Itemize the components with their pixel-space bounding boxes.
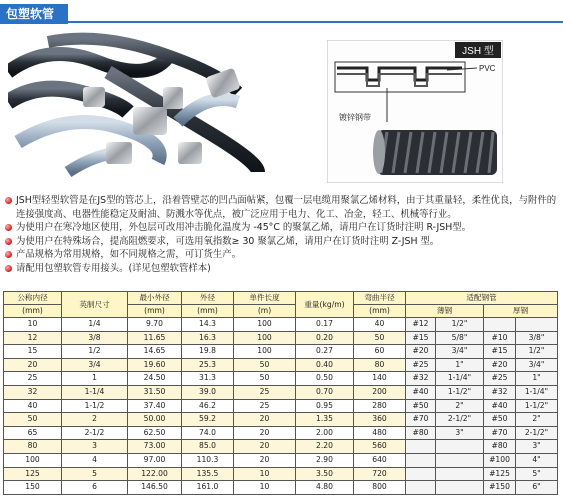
cell-unit-length: 50 (234, 358, 296, 372)
bullet-icon (5, 197, 12, 204)
cell-thick-size: 1" (516, 372, 558, 386)
cell-thick-no: #32 (484, 385, 516, 399)
cell-thin-size: 2" (436, 399, 484, 413)
cell-imperial: 2 (62, 413, 128, 427)
cell-min-od: 31.50 (128, 385, 182, 399)
cell-unit-length: 20 (234, 440, 296, 454)
cell-od: 85.0 (182, 440, 234, 454)
spec-table-wrap (3, 291, 557, 496)
bullet-icon (5, 265, 12, 272)
cell-thick-size: 1/2" (516, 345, 558, 359)
note-item: 为使用户在寒冷地区使用，外包层可改用冲击脆化温度为 -45°C 的聚氯乙烯，请用户在订货时注明 R-JSH型。 (4, 221, 560, 235)
cell-thin-no: #32 (406, 372, 436, 386)
cell-min-od: 50.00 (128, 413, 182, 427)
cell-thin-no: #25 (406, 358, 436, 372)
cell-unit-length: 100 (234, 318, 296, 332)
cell-thick-no: #50 (484, 413, 516, 427)
cell-nominal: 25 (4, 372, 62, 386)
header-min-od-unit: (mm) (128, 305, 182, 318)
cell-nominal: 125 (4, 467, 62, 481)
cell-thick-no: #125 (484, 467, 516, 481)
cell-weight: 1.35 (296, 413, 354, 427)
header-nominal-unit: (mm) (4, 305, 62, 318)
header-bend-unit: (mm) (354, 305, 406, 318)
cell-unit-length: 10 (234, 467, 296, 481)
cell-thin-no: #12 (406, 318, 436, 332)
title-underline (68, 21, 563, 23)
cell-unit-length: 50 (234, 372, 296, 386)
cell-imperial: 1/4 (62, 318, 128, 332)
cell-thin-size: 1-1/2" (436, 385, 484, 399)
cell-thick-no: #10 (484, 331, 516, 345)
cell-imperial: 1-1/4 (62, 385, 128, 399)
cell-thick-size: 3/8" (516, 331, 558, 345)
cell-unit-length: 20 (234, 413, 296, 427)
cell-nominal: 65 (4, 426, 62, 440)
cell-unit-length: 20 (234, 453, 296, 467)
table-row (4, 453, 558, 467)
cell-bend: 480 (354, 426, 406, 440)
cell-thick-size: 1-1/4" (516, 385, 558, 399)
header-thick-steel: 厚钢 (484, 305, 558, 318)
note-item: 为使用户在特殊场合，提高阻燃要求，可选用氧指数≥ 30 聚氯乙烯，请用户在订货时注明 Z-JSH 型。 (4, 235, 560, 249)
cell-imperial: 2-1/2 (62, 426, 128, 440)
cell-thin-size: 2-1/2" (436, 413, 484, 427)
cell-thin-no (406, 453, 436, 467)
cell-bend: 140 (354, 372, 406, 386)
cell-thick-size: 6" (516, 481, 558, 495)
cell-thick-no: #80 (484, 440, 516, 454)
cell-thin-size (436, 440, 484, 454)
cell-nominal: 32 (4, 385, 62, 399)
cell-thick-size: 5" (516, 467, 558, 481)
cell-bend: 560 (354, 440, 406, 454)
cell-thick-no: #25 (484, 372, 516, 386)
cell-thick-size: 1-1/2" (516, 399, 558, 413)
cell-imperial: 3/4 (62, 358, 128, 372)
cell-min-od: 11.65 (128, 331, 182, 345)
header-unit-length-unit: (m) (234, 305, 296, 318)
cell-thick-no (484, 318, 516, 332)
cell-min-od: 122.00 (128, 467, 182, 481)
cell-thin-no: #50 (406, 399, 436, 413)
cell-thin-no: #40 (406, 385, 436, 399)
diagram-svg (327, 40, 503, 183)
cell-nominal: 10 (4, 318, 62, 332)
cell-thin-no: #20 (406, 345, 436, 359)
bullet-icon (5, 238, 12, 245)
title-bar (0, 4, 563, 26)
cell-thick-no: #15 (484, 345, 516, 359)
cell-nominal: 150 (4, 481, 62, 495)
cell-min-od: 146.50 (128, 481, 182, 495)
cell-imperial: 5 (62, 467, 128, 481)
cell-weight: 0.70 (296, 385, 354, 399)
cell-unit-length: 25 (234, 385, 296, 399)
cell-thick-no: #20 (484, 358, 516, 372)
product-photo (8, 32, 268, 182)
cell-weight: 4.80 (296, 481, 354, 495)
cell-unit-length: 25 (234, 399, 296, 413)
note-item: 产品规格为常用规格，如不同规格之需，可订货生产。 (4, 248, 560, 262)
cell-bend: 720 (354, 467, 406, 481)
header-imperial: 英制尺寸 (62, 292, 128, 318)
header-fitting: 适配钢管 (406, 292, 558, 305)
cell-bend: 360 (354, 413, 406, 427)
cell-min-od: 37.40 (128, 399, 182, 413)
cell-imperial: 6 (62, 481, 128, 495)
cell-od: 16.3 (182, 331, 234, 345)
table-row (4, 331, 558, 345)
cell-weight: 0.40 (296, 358, 354, 372)
cell-od: 39.0 (182, 385, 234, 399)
cell-bend: 800 (354, 481, 406, 495)
model-label: JSH 型 (462, 46, 494, 57)
bullet-icon (5, 224, 12, 231)
cell-min-od: 97.00 (128, 453, 182, 467)
table-row (4, 481, 558, 495)
cell-min-od: 19.60 (128, 358, 182, 372)
cell-weight: 2.20 (296, 440, 354, 454)
cell-od: 14.3 (182, 318, 234, 332)
cell-od: 46.2 (182, 399, 234, 413)
cell-thin-no (406, 440, 436, 454)
cell-nominal: 15 (4, 345, 62, 359)
cell-weight: 0.27 (296, 345, 354, 359)
note-item: JSH型轻型软管是在JS型的管芯上，沿着管壁芯的凹凸面帖紧，包覆一层电缆用聚氯乙烯材料，由于其重量轻，柔性优良，与附件的连接强度高、电器性能稳定及耐油、防溅水等优点，被广泛应用于电力、化工、冶金，轻工、机械等行业。 (4, 194, 560, 221)
cell-min-od: 9.70 (128, 318, 182, 332)
cell-thin-size (436, 453, 484, 467)
cell-weight: 2.90 (296, 453, 354, 467)
cell-bend: 60 (354, 345, 406, 359)
cell-thin-no: #80 (406, 426, 436, 440)
cell-thin-no (406, 467, 436, 481)
hose-render (373, 130, 497, 175)
header-min-od: 最小外径 (128, 292, 182, 305)
cell-thin-size (436, 481, 484, 495)
cell-weight: 0.20 (296, 331, 354, 345)
cell-bend: 80 (354, 358, 406, 372)
cell-unit-length: 100 (234, 345, 296, 359)
table-row (4, 372, 558, 386)
cell-nominal: 12 (4, 331, 62, 345)
cell-weight: 3.50 (296, 467, 354, 481)
header-unit-length: 单件长度 (234, 292, 296, 305)
cell-min-od: 14.65 (128, 345, 182, 359)
table-row (4, 318, 558, 332)
cell-weight: 0.50 (296, 372, 354, 386)
cell-bend: 50 (354, 331, 406, 345)
cell-thick-no: #70 (484, 426, 516, 440)
cell-od: 110.3 (182, 453, 234, 467)
cell-thin-size: 3/4" (436, 345, 484, 359)
header-bend: 弯曲半径 (354, 292, 406, 305)
cell-thick-size: 2-1/2" (516, 426, 558, 440)
cell-bend: 200 (354, 385, 406, 399)
cell-nominal: 50 (4, 413, 62, 427)
cell-imperial: 4 (62, 453, 128, 467)
cell-unit-length: 10 (234, 481, 296, 495)
cell-bend: 40 (354, 318, 406, 332)
header-od: 外径 (182, 292, 234, 305)
cell-od: 135.5 (182, 467, 234, 481)
table-row (4, 426, 558, 440)
cell-thick-size (516, 318, 558, 332)
cell-od: 74.0 (182, 426, 234, 440)
cell-min-od: 73.00 (128, 440, 182, 454)
header-od-unit: (mm) (182, 305, 234, 318)
header-thin-steel: 薄钢 (406, 305, 484, 318)
cell-thin-no: #15 (406, 331, 436, 345)
cell-imperial: 1/2 (62, 345, 128, 359)
cell-weight: 0.17 (296, 318, 354, 332)
table-row (4, 440, 558, 454)
table-row (4, 467, 558, 481)
cell-thin-size: 3" (436, 426, 484, 440)
header-nominal: 公称内径 (4, 292, 62, 305)
cell-od: 31.3 (182, 372, 234, 386)
bullet-icon (5, 251, 12, 258)
cell-unit-length: 20 (234, 426, 296, 440)
cell-thin-size: 1" (436, 358, 484, 372)
page-title: 包塑软管 (0, 4, 68, 24)
header-weight: 重量(kg/m) (296, 292, 354, 318)
cell-bend: 640 (354, 453, 406, 467)
cell-od: 25.3 (182, 358, 234, 372)
cell-imperial: 1-1/2 (62, 399, 128, 413)
cell-thin-size: 5/8" (436, 331, 484, 345)
cell-od: 19.8 (182, 345, 234, 359)
table-row (4, 358, 558, 372)
cell-nominal: 100 (4, 453, 62, 467)
cell-thin-size (436, 467, 484, 481)
cell-thick-no: #40 (484, 399, 516, 413)
cell-bend: 280 (354, 399, 406, 413)
cell-nominal: 40 (4, 399, 62, 413)
product-notes (4, 194, 560, 275)
cell-imperial: 3/8 (62, 331, 128, 345)
table-row (4, 399, 558, 413)
cell-od: 59.2 (182, 413, 234, 427)
note-item: 请配用包塑软管专用接头。(详见包塑软管样本) (4, 262, 560, 276)
cell-thick-size: 2" (516, 413, 558, 427)
cell-weight: 2.00 (296, 426, 354, 440)
cell-min-od: 62.50 (128, 426, 182, 440)
table-row (4, 385, 558, 399)
cell-thin-size: 1-1/4" (436, 372, 484, 386)
cell-unit-length: 100 (234, 331, 296, 345)
cell-thick-size: 3/4" (516, 358, 558, 372)
cell-min-od: 24.50 (128, 372, 182, 386)
cell-thick-size: 4" (516, 453, 558, 467)
cell-thin-no: #70 (406, 413, 436, 427)
cell-thin-no (406, 481, 436, 495)
jsh-structure-diagram (327, 40, 503, 183)
cell-imperial: 1 (62, 372, 128, 386)
cell-weight: 0.95 (296, 399, 354, 413)
cell-thin-size: 1/2" (436, 318, 484, 332)
cell-thick-no: #150 (484, 481, 516, 495)
cell-thick-size: 3" (516, 440, 558, 454)
cell-imperial: 3 (62, 440, 128, 454)
cell-thick-no: #100 (484, 453, 516, 467)
cell-nominal: 80 (4, 440, 62, 454)
pvc-label: PVC (479, 64, 496, 73)
cell-nominal: 20 (4, 358, 62, 372)
cell-od: 161.0 (182, 481, 234, 495)
steel-strip-label: 镀锌钢带 (339, 113, 371, 122)
spec-table (3, 291, 558, 495)
table-row (4, 413, 558, 427)
table-row (4, 345, 558, 359)
